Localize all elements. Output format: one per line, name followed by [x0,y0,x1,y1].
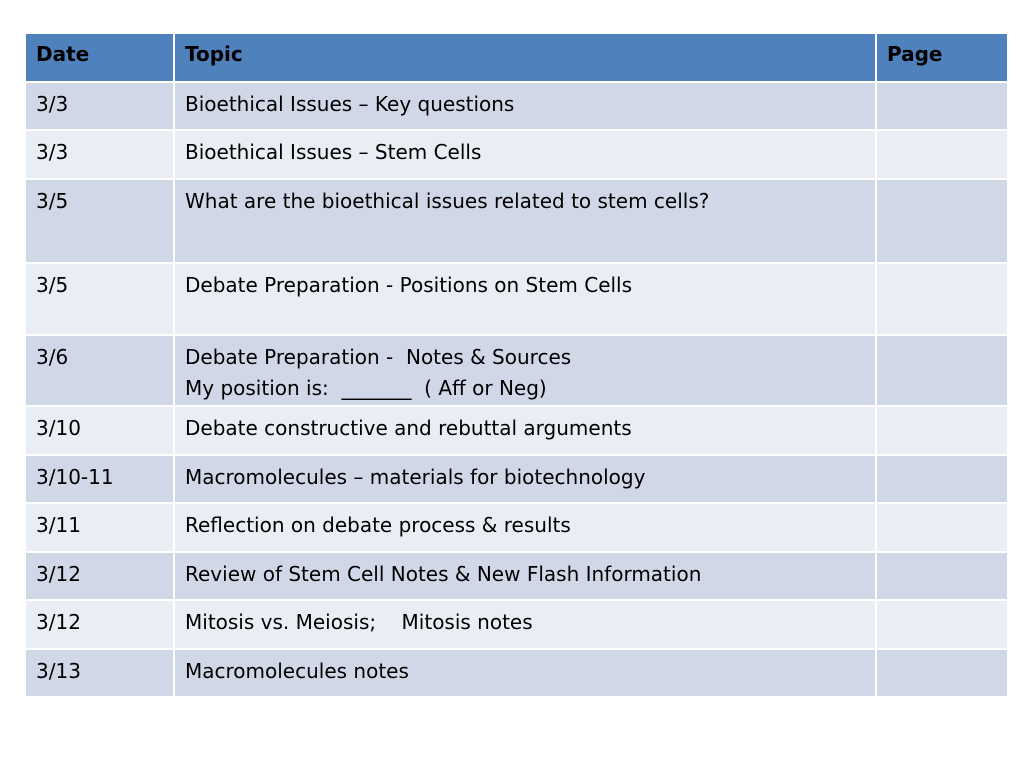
page-cell [877,336,1007,407]
topic-line: Macromolecules notes [185,659,409,683]
topic-line: Mitosis vs. Meiosis; Mitosis notes [185,610,533,634]
topic-cell [175,264,877,336]
table-body [26,83,1007,698]
header-date: Date [26,34,175,83]
page-cell [877,650,1007,698]
page-cell [877,83,1007,131]
page-cell [877,504,1007,553]
date-cell: 3/5 [26,264,175,336]
topic-cell [175,407,877,456]
date-cell: 3/10-11 [26,456,175,504]
table-row [26,456,1007,504]
topic-cell [175,336,877,407]
date-cell: 3/11 [26,504,175,553]
date-cell: 3/12 [26,601,175,650]
page-cell [877,131,1007,180]
topic-line: Bioethical Issues – Stem Cells [185,140,482,164]
date-cell: 3/10 [26,407,175,456]
table-row [26,650,1007,698]
date-cell: 3/6 [26,336,175,407]
header-row [26,34,1007,83]
page-cell [877,180,1007,264]
date-cell: 3/5 [26,180,175,264]
date-cell: 3/12 [26,553,175,601]
topic-line: Debate Preparation - Positions on Stem Cells [185,273,633,297]
header-topic: Topic [175,34,877,83]
topic-line: Review of Stem Cell Notes & New Flash Information [185,562,702,586]
topic-cell [175,83,877,131]
page-cell [877,601,1007,650]
topic-line: Debate Preparation - Notes & Sources [185,345,572,369]
topic-line: Reflection on debate process & results [185,513,571,537]
topic-line: Macromolecules – materials for biotechnology [185,465,646,489]
table-row [26,504,1007,553]
topic-cell [175,553,877,601]
topic-line: My position is: _______ ( Aff or Neg) [185,376,547,400]
topic-line: Debate constructive and rebuttal arguments [185,416,632,440]
date-cell: 3/13 [26,650,175,698]
header-page: Page [877,34,1007,83]
table-row [26,131,1007,180]
topic-cell [175,131,877,180]
page-cell [877,264,1007,336]
table-row [26,336,1007,407]
table-row [26,264,1007,336]
table-of-contents [26,34,1007,698]
topic-cell [175,456,877,504]
topic-cell [175,601,877,650]
date-cell: 3/3 [26,83,175,131]
topic-cell [175,180,877,264]
topic-cell [175,504,877,553]
topic-cell [175,650,877,698]
table-row [26,553,1007,601]
topic-line: Bioethical Issues – Key questions [185,92,515,116]
page-cell [877,553,1007,601]
table-row [26,83,1007,131]
page-cell [877,456,1007,504]
date-cell: 3/3 [26,131,175,180]
table-row [26,601,1007,650]
table-row [26,407,1007,456]
page-cell [877,407,1007,456]
table-row [26,180,1007,264]
topic-line: What are the bioethical issues related to stem cells? [185,189,710,213]
